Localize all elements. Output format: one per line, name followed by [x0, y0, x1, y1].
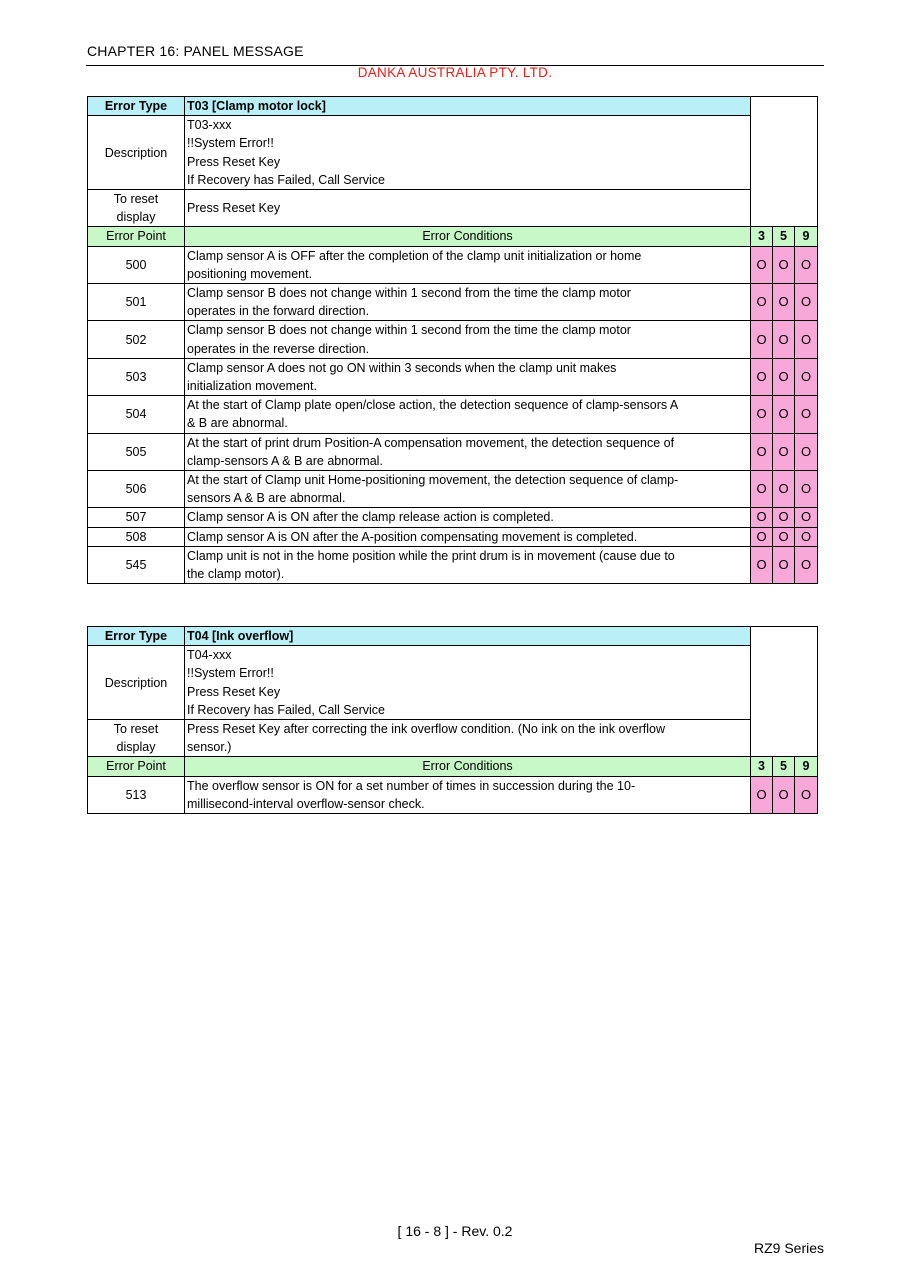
- reset-line: Press Reset Key: [187, 201, 281, 216]
- blank-cell: [751, 627, 818, 757]
- model-5-mark: O: [773, 527, 795, 546]
- error-condition-row: [88, 358, 818, 395]
- model-3-mark: O: [751, 471, 773, 508]
- model-9-mark: O: [795, 508, 818, 527]
- reset-row: [88, 720, 818, 757]
- error-condition-text: [185, 396, 751, 433]
- description-line: If Recovery has Failed, Call Service: [187, 702, 385, 717]
- model-9-mark: O: [795, 776, 818, 813]
- model-3-header: 3: [751, 227, 773, 246]
- model-3-mark: O: [751, 546, 773, 583]
- error-condition-text: [185, 776, 751, 813]
- error-point-code: 503: [88, 358, 185, 395]
- error-type-row: [88, 627, 818, 646]
- error-condition-row: [88, 546, 818, 583]
- error-point-code: 504: [88, 396, 185, 433]
- error-condition-text: [185, 321, 751, 358]
- condition-line: Clamp sensor A is ON after the clamp release action is completed.: [187, 510, 554, 525]
- condition-line: the clamp motor).: [187, 567, 285, 582]
- reset-label-line: display: [116, 740, 156, 755]
- reset-line: Press Reset Key after correcting the ink overflow condition. (No ink on the ink overflow: [187, 722, 665, 737]
- model-5-mark: O: [773, 508, 795, 527]
- reset-label: [88, 720, 185, 757]
- model-5-mark: O: [773, 546, 795, 583]
- condition-line: At the start of print drum Position-A compensation movement, the detection sequence of: [187, 435, 675, 450]
- model-9-mark: O: [795, 284, 818, 321]
- condition-line: initialization movement.: [187, 379, 317, 394]
- error-point-code: 502: [88, 321, 185, 358]
- model-5-mark: O: [773, 284, 795, 321]
- error-condition-row: [88, 776, 818, 813]
- model-5-header: 5: [773, 757, 795, 776]
- page-number: [ 16 - 8 ] - Rev. 0.2: [397, 1223, 513, 1239]
- model-5-mark: O: [773, 246, 795, 283]
- model-5-mark: O: [773, 433, 795, 470]
- series-name: RZ9 Series: [754, 1240, 825, 1256]
- error-conditions-label: Error Conditions: [185, 227, 751, 246]
- model-3-mark: O: [751, 433, 773, 470]
- conditions-header-row: [88, 757, 818, 776]
- error-point-label: Error Point: [88, 757, 185, 776]
- model-9-mark: O: [795, 321, 818, 358]
- condition-line: millisecond-interval overflow-sensor check.: [187, 796, 425, 811]
- description-row: [88, 116, 818, 190]
- model-5-mark: O: [773, 396, 795, 433]
- condition-line: Clamp sensor A is ON after the A-position compensating movement is completed.: [187, 529, 638, 544]
- description-text: [185, 646, 751, 720]
- condition-line: & B are abnormal.: [187, 416, 288, 431]
- error-point-code: 506: [88, 471, 185, 508]
- model-3-mark: O: [751, 396, 773, 433]
- description-line: T04-xxx: [187, 648, 232, 663]
- model-3-mark: O: [751, 284, 773, 321]
- error-type-title: T04 [Ink overflow]: [185, 627, 751, 646]
- condition-line: positioning movement.: [187, 266, 313, 281]
- model-9-mark: O: [795, 358, 818, 395]
- reset-label-line: display: [116, 210, 156, 225]
- error-condition-text: [185, 508, 751, 527]
- error-point-code: 513: [88, 776, 185, 813]
- condition-line: Clamp sensor A does not go ON within 3 seconds when the clamp unit makes: [187, 360, 617, 375]
- error-point-code: 505: [88, 433, 185, 470]
- condition-line: operates in the forward direction.: [187, 304, 370, 319]
- reset-line: sensor.): [187, 740, 232, 755]
- error-point-code: 501: [88, 284, 185, 321]
- error-type-label: Error Type: [88, 627, 185, 646]
- condition-line: Clamp unit is not in the home position while the print drum is in movement (cause due to: [187, 548, 675, 563]
- model-5-mark: O: [773, 358, 795, 395]
- conditions-header-row: [88, 227, 818, 246]
- model-9-mark: O: [795, 433, 818, 470]
- error-condition-text: [185, 527, 751, 546]
- model-5-mark: O: [773, 776, 795, 813]
- model-3-mark: O: [751, 508, 773, 527]
- reset-text: [185, 190, 751, 227]
- error-conditions-label: Error Conditions: [185, 757, 751, 776]
- error-condition-row: [88, 508, 818, 527]
- model-3-mark: O: [751, 776, 773, 813]
- error-condition-text: [185, 471, 751, 508]
- condition-line: clamp-sensors A & B are abnormal.: [187, 453, 383, 468]
- model-9-mark: O: [795, 246, 818, 283]
- error-condition-row: [88, 246, 818, 283]
- model-9-mark: O: [795, 396, 818, 433]
- model-5-header: 5: [773, 227, 795, 246]
- error-condition-text: [185, 284, 751, 321]
- error-condition-row: [88, 527, 818, 546]
- reset-text: [185, 720, 751, 757]
- model-3-mark: O: [751, 246, 773, 283]
- error-point-code: 545: [88, 546, 185, 583]
- model-9-mark: O: [795, 471, 818, 508]
- description-label: Description: [88, 116, 185, 190]
- description-line: If Recovery has Failed, Call Service: [187, 172, 385, 187]
- error-condition-text: [185, 358, 751, 395]
- description-label: Description: [88, 646, 185, 720]
- error-condition-text: [185, 546, 751, 583]
- condition-line: Clamp sensor B does not change within 1 second from the time the clamp motor: [187, 323, 631, 338]
- condition-line: The overflow sensor is ON for a set number of times in succession during the 10-: [187, 778, 636, 793]
- condition-line: operates in the reverse direction.: [187, 341, 370, 356]
- error-condition-text: [185, 433, 751, 470]
- description-line: Press Reset Key: [187, 154, 281, 169]
- error-point-code: 500: [88, 246, 185, 283]
- error-type-label: Error Type: [88, 97, 185, 116]
- error-condition-row: [88, 471, 818, 508]
- reset-row: [88, 190, 818, 227]
- error-type-title: T03 [Clamp motor lock]: [185, 97, 751, 116]
- description-line: T03-xxx: [187, 118, 232, 133]
- reset-label-line: To reset: [113, 192, 159, 207]
- error-condition-row: [88, 321, 818, 358]
- blank-cell: [751, 97, 818, 227]
- description-line: !!System Error!!: [187, 666, 274, 681]
- condition-line: At the start of Clamp unit Home-positioning movement, the detection sequence of clamp-: [187, 473, 679, 488]
- reset-label: [88, 190, 185, 227]
- error-table-t04: [87, 626, 818, 814]
- model-5-mark: O: [773, 471, 795, 508]
- description-row: [88, 646, 818, 720]
- description-line: Press Reset Key: [187, 684, 281, 699]
- model-9-mark: O: [795, 546, 818, 583]
- company-name: DANKA AUSTRALIA PTY. LTD.: [357, 65, 553, 80]
- description-text: [185, 116, 751, 190]
- condition-line: Clamp sensor A is OFF after the completion of the clamp unit initialization or home: [187, 248, 642, 263]
- condition-line: At the start of Clamp plate open/close action, the detection sequence of clamp-sensors A: [187, 398, 679, 413]
- reset-label-line: To reset: [113, 722, 159, 737]
- condition-line: sensors A & B are abnormal.: [187, 491, 346, 506]
- model-9-header: 9: [795, 227, 818, 246]
- error-point-code: 507: [88, 508, 185, 527]
- error-point-label: Error Point: [88, 227, 185, 246]
- model-3-header: 3: [751, 757, 773, 776]
- error-table-t03: [87, 96, 818, 584]
- error-condition-row: [88, 284, 818, 321]
- error-point-code: 508: [88, 527, 185, 546]
- error-type-row: [88, 97, 818, 116]
- description-line: !!System Error!!: [187, 136, 274, 151]
- error-condition-row: [88, 433, 818, 470]
- model-3-mark: O: [751, 321, 773, 358]
- error-condition-row: [88, 396, 818, 433]
- model-5-mark: O: [773, 321, 795, 358]
- chapter-title: CHAPTER 16: PANEL MESSAGE: [87, 43, 304, 59]
- model-9-mark: O: [795, 527, 818, 546]
- model-9-header: 9: [795, 757, 818, 776]
- model-3-mark: O: [751, 358, 773, 395]
- error-condition-text: [185, 246, 751, 283]
- model-3-mark: O: [751, 527, 773, 546]
- condition-line: Clamp sensor B does not change within 1 second from the time the clamp motor: [187, 286, 631, 301]
